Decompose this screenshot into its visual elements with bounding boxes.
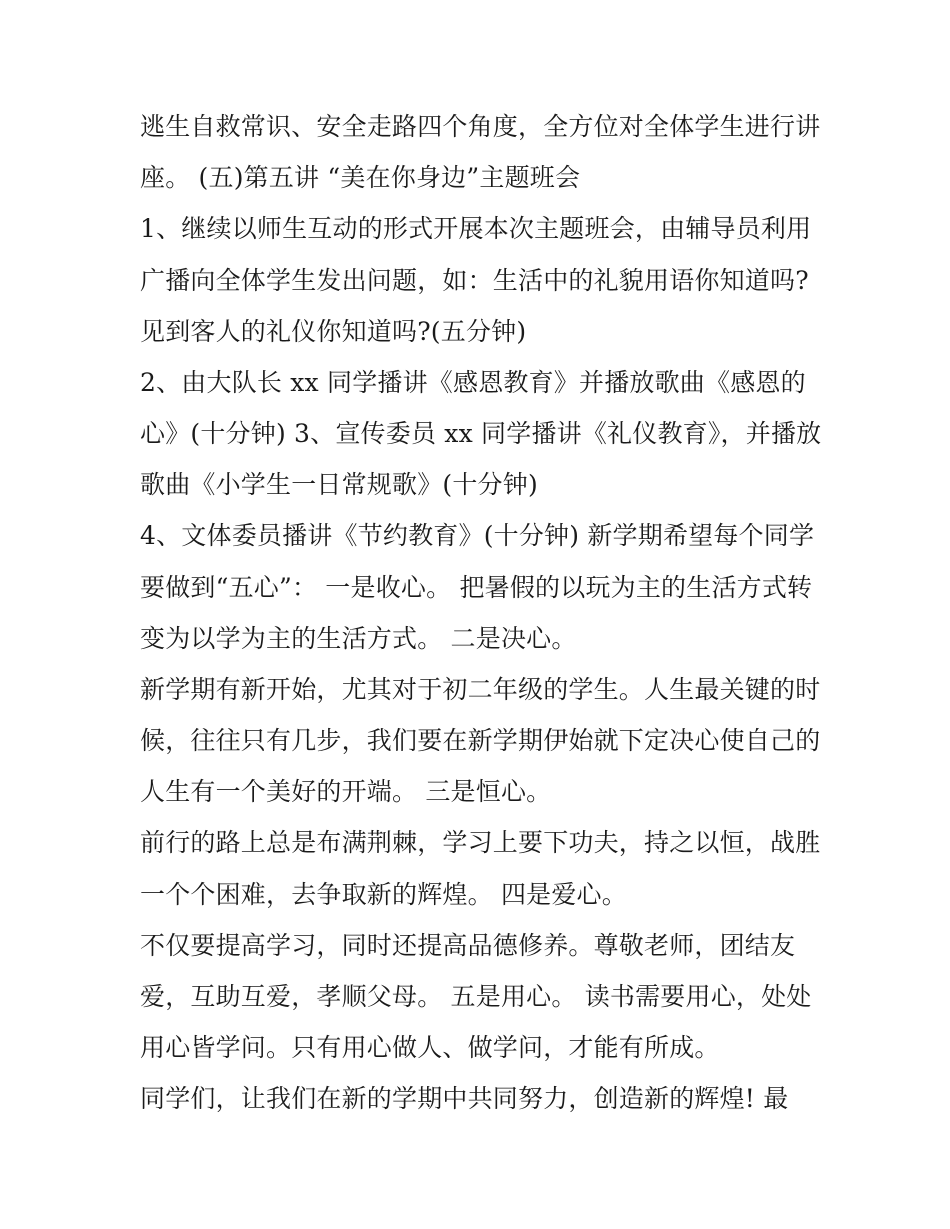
- text-line: 爱，互助互爱，孝顺父母。 五是用心。 读书需要用心，处处: [140, 982, 812, 1011]
- text-line: 同学们，让我们在新的学期中共同努力，创造新的辉煌! 最: [140, 1084, 789, 1113]
- text-line: 歌曲《小学生一日常规歌》(十分钟): [140, 470, 538, 499]
- text-line: 见到客人的礼仪你知道吗?(五分钟): [140, 317, 527, 346]
- text-line: 心》(十分钟) 3、宣传委员 xx 同学播讲《礼仪教育》，并播放: [140, 419, 822, 448]
- text-line: 逃生自救常识、安全走路四个角度，全方位对全体学生进行讲: [140, 112, 821, 141]
- text-line: 人生有一个美好的开端。 三是恒心。: [140, 777, 552, 806]
- text-line: 1、继续以师生互动的形式开展本次主题班会，由辅导员利用: [140, 214, 812, 243]
- text-line: 候，往往只有几步，我们要在新学期伊始就下定决心使自己的: [140, 726, 821, 755]
- text-line: 要做到“五心”： 一是收心。 把暑假的以玩为主的生活方式转: [140, 573, 813, 602]
- text-line: 4、文体委员播讲《节约教育》(十分钟) 新学期希望每个同学: [140, 521, 815, 550]
- text-line: 变为以学为主的生活方式。 二是决心。: [140, 624, 577, 653]
- text-line: 2、由大队长 xx 同学播讲《感恩教育》并播放歌曲《感恩的: [140, 368, 806, 397]
- text-line: 用心皆学问。只有用心做人、做学问，才能有所成。: [140, 1033, 720, 1062]
- text-line: 新学期有新开始，尤其对于初二年级的学生。人生最关键的时: [140, 675, 821, 704]
- text-line: 座。 (五)第五讲 “美在你身边”主题班会: [140, 163, 581, 192]
- text-line: 前行的路上总是布满荆棘，学习上要下功夫，持之以恒，战胜: [140, 828, 821, 857]
- text-line: 一个个困难，去争取新的辉煌。 四是爱心。: [140, 880, 627, 909]
- text-line: 广播向全体学生发出问题，如：生活中的礼貌用语你知道吗?: [140, 266, 809, 295]
- text-line: 不仅要提高学习，同时还提高品德修养。尊敬老师，团结友: [140, 931, 796, 960]
